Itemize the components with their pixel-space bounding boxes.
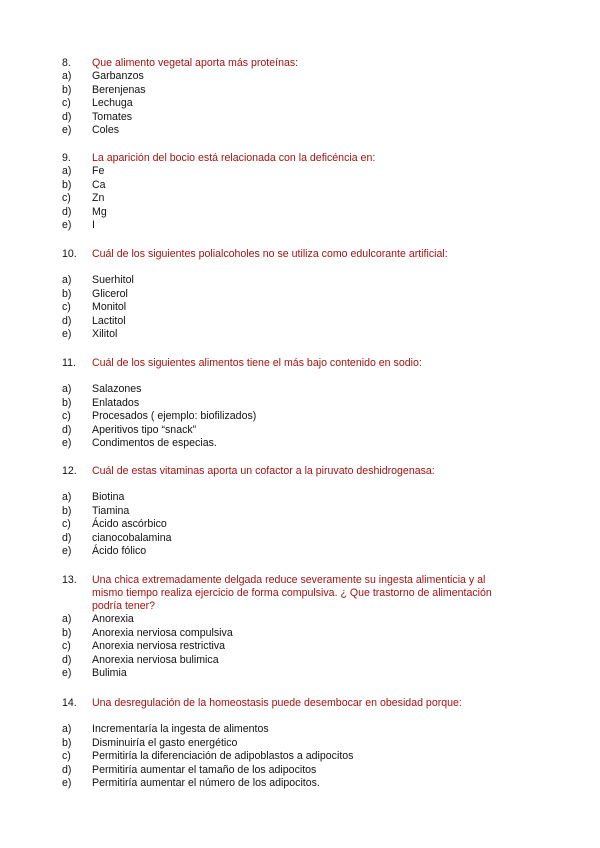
question-header [62,697,514,710]
option-text: I [92,219,95,232]
question-text: Una desregulación de la homeostasis puede desembocar en obesidad porque: [92,697,462,709]
option-letter: c) [62,97,71,110]
question-number: 12. [62,465,77,477]
option-letter: c) [62,750,71,763]
option-letter: b) [62,736,72,749]
option-letter: d) [62,110,72,123]
option-letter: b) [62,396,72,409]
option-d [62,424,514,438]
option-letter: d) [62,423,72,436]
option-letter: e) [62,328,72,341]
option-text: Anorexia [92,613,134,625]
option-b [62,179,514,193]
question-text: Que alimento vegetal aporta más proteínas: [92,57,299,69]
question-text: Cuál de estas vitaminas aporta un cofactor a la piruvato deshidrogenasa: [92,465,435,477]
question-text: Cuál de los siguientes alimentos tiene el más bajo contenido en sodio: [92,357,422,369]
option-letter: a) [62,723,72,735]
question-header [62,574,514,613]
option-d [62,654,514,668]
question-10 [62,248,514,342]
question-number: 8. [62,57,71,69]
option-c [62,640,514,654]
option-letter: b) [62,626,72,639]
option-letter: c) [62,192,71,205]
option-a [62,723,514,737]
option-b [62,84,514,98]
option-letter: c) [62,410,71,423]
option-letter: d) [62,205,72,218]
option-text: Monitol [92,301,127,314]
option-b [62,505,514,519]
option-text: Berenjenas [92,83,146,96]
option-letter: e) [62,437,72,450]
option-letter: d) [62,653,72,666]
question-number: 9. [62,152,71,164]
option-letter: b) [62,83,72,96]
option-text: Xilitol [92,328,118,341]
option-text: Glicerol [92,287,128,300]
option-e [62,328,514,342]
option-letter: c) [62,301,71,314]
option-text: Garbanzos [92,70,144,82]
option-b [62,737,514,751]
option-text: Anorexia nerviosa restrictiva [92,640,226,653]
option-text: Enlatados [92,396,140,409]
option-c [62,750,514,764]
option-b [62,627,514,641]
option-letter: a) [62,165,72,177]
question-9 [62,152,514,233]
option-letter: b) [62,287,72,300]
question-number: 13. [62,574,77,586]
option-c [62,97,514,111]
option-d [62,111,514,125]
option-text: Permitiría aumentar el tamaño de los adipocitos [92,763,317,776]
option-letter: b) [62,178,72,191]
option-e [62,777,514,791]
option-text: Permitiría la diferenciación de adipoblastos a adipocitos [92,750,354,763]
option-text: cianocobalamina [92,531,172,544]
option-text: Fe [92,165,105,177]
option-c [62,518,514,532]
option-letter: a) [62,70,72,82]
option-b [62,288,514,302]
question-13 [62,574,514,681]
option-e [62,437,514,451]
option-text: Tomates [92,110,133,123]
option-text: Bulimia [92,667,127,680]
option-b [62,397,514,411]
option-letter: e) [62,777,72,790]
option-text: Anorexia nerviosa compulsiva [92,626,233,639]
option-c [62,410,514,424]
question-text: Una chica extremadamente delgada reduce severamente su ingesta alimenticia y al mismo tiempo realiza ejercicio de forma compulsiva. ¿ Que trastorno de alimentación podría tener? [92,574,492,612]
question-number: 10. [62,248,77,260]
option-letter: e) [62,667,72,680]
question-8 [62,57,514,138]
option-d [62,315,514,329]
option-text: Permitiría aumentar el número de los adipocitos. [92,777,320,790]
option-text: Zn [92,192,105,205]
option-text: Lactitol [92,314,126,327]
option-letter: c) [62,518,71,531]
option-e [62,124,514,138]
option-d [62,206,514,220]
option-text: Salazones [92,383,142,395]
question-header [62,248,514,261]
option-c [62,301,514,315]
option-e [62,667,514,681]
option-a [62,274,514,288]
question-text: La aparición del bocio está relacionada con la deficéncia en: [92,152,376,164]
option-a [62,383,514,397]
option-letter: e) [62,219,72,232]
question-number: 11. [62,357,76,369]
option-text: Ca [92,178,106,191]
option-letter: d) [62,314,72,327]
option-letter: b) [62,504,72,517]
option-a [62,165,514,179]
question-14 [62,697,514,791]
option-text: Suerhitol [92,274,134,286]
option-text: Tiamina [92,504,130,517]
question-header [62,465,514,478]
question-header [62,57,514,70]
question-12 [62,465,514,559]
option-text: Ácido fólico [92,545,147,558]
option-letter: d) [62,763,72,776]
question-text: Cuál de los siguientes polialcoholes no se utiliza como edulcorante artificial: [92,248,448,260]
question-header [62,152,514,165]
option-d [62,764,514,778]
option-text: Incrementaría la ingesta de alimentos [92,723,269,735]
option-d [62,532,514,546]
option-a [62,70,514,84]
option-letter: c) [62,640,71,653]
option-letter: a) [62,383,72,395]
option-text: Aperitivos tipo “snack” [92,423,197,436]
option-e [62,545,514,559]
option-text: Coles [92,124,120,137]
option-letter: d) [62,531,72,544]
option-letter: e) [62,545,72,558]
option-text: Condimentos de especias. [92,437,217,450]
question-header [62,357,514,370]
option-text: Lechuga [92,97,133,110]
option-letter: e) [62,124,72,137]
option-letter: a) [62,274,72,286]
option-text: Biotina [92,491,125,503]
option-text: Disminuiría el gasto energético [92,736,238,749]
option-c [62,192,514,206]
option-text: Mg [92,205,107,218]
option-e [62,219,514,233]
option-letter: a) [62,613,72,625]
option-text: Ácido ascórbico [92,518,167,531]
option-text: Procesados ( ejemplo: biofilizados) [92,410,257,423]
question-11 [62,357,514,451]
option-a [62,491,514,505]
option-text: Anorexia nerviosa bulimica [92,653,219,666]
option-letter: a) [62,491,72,503]
option-a [62,613,514,627]
question-number: 14. [62,697,77,709]
